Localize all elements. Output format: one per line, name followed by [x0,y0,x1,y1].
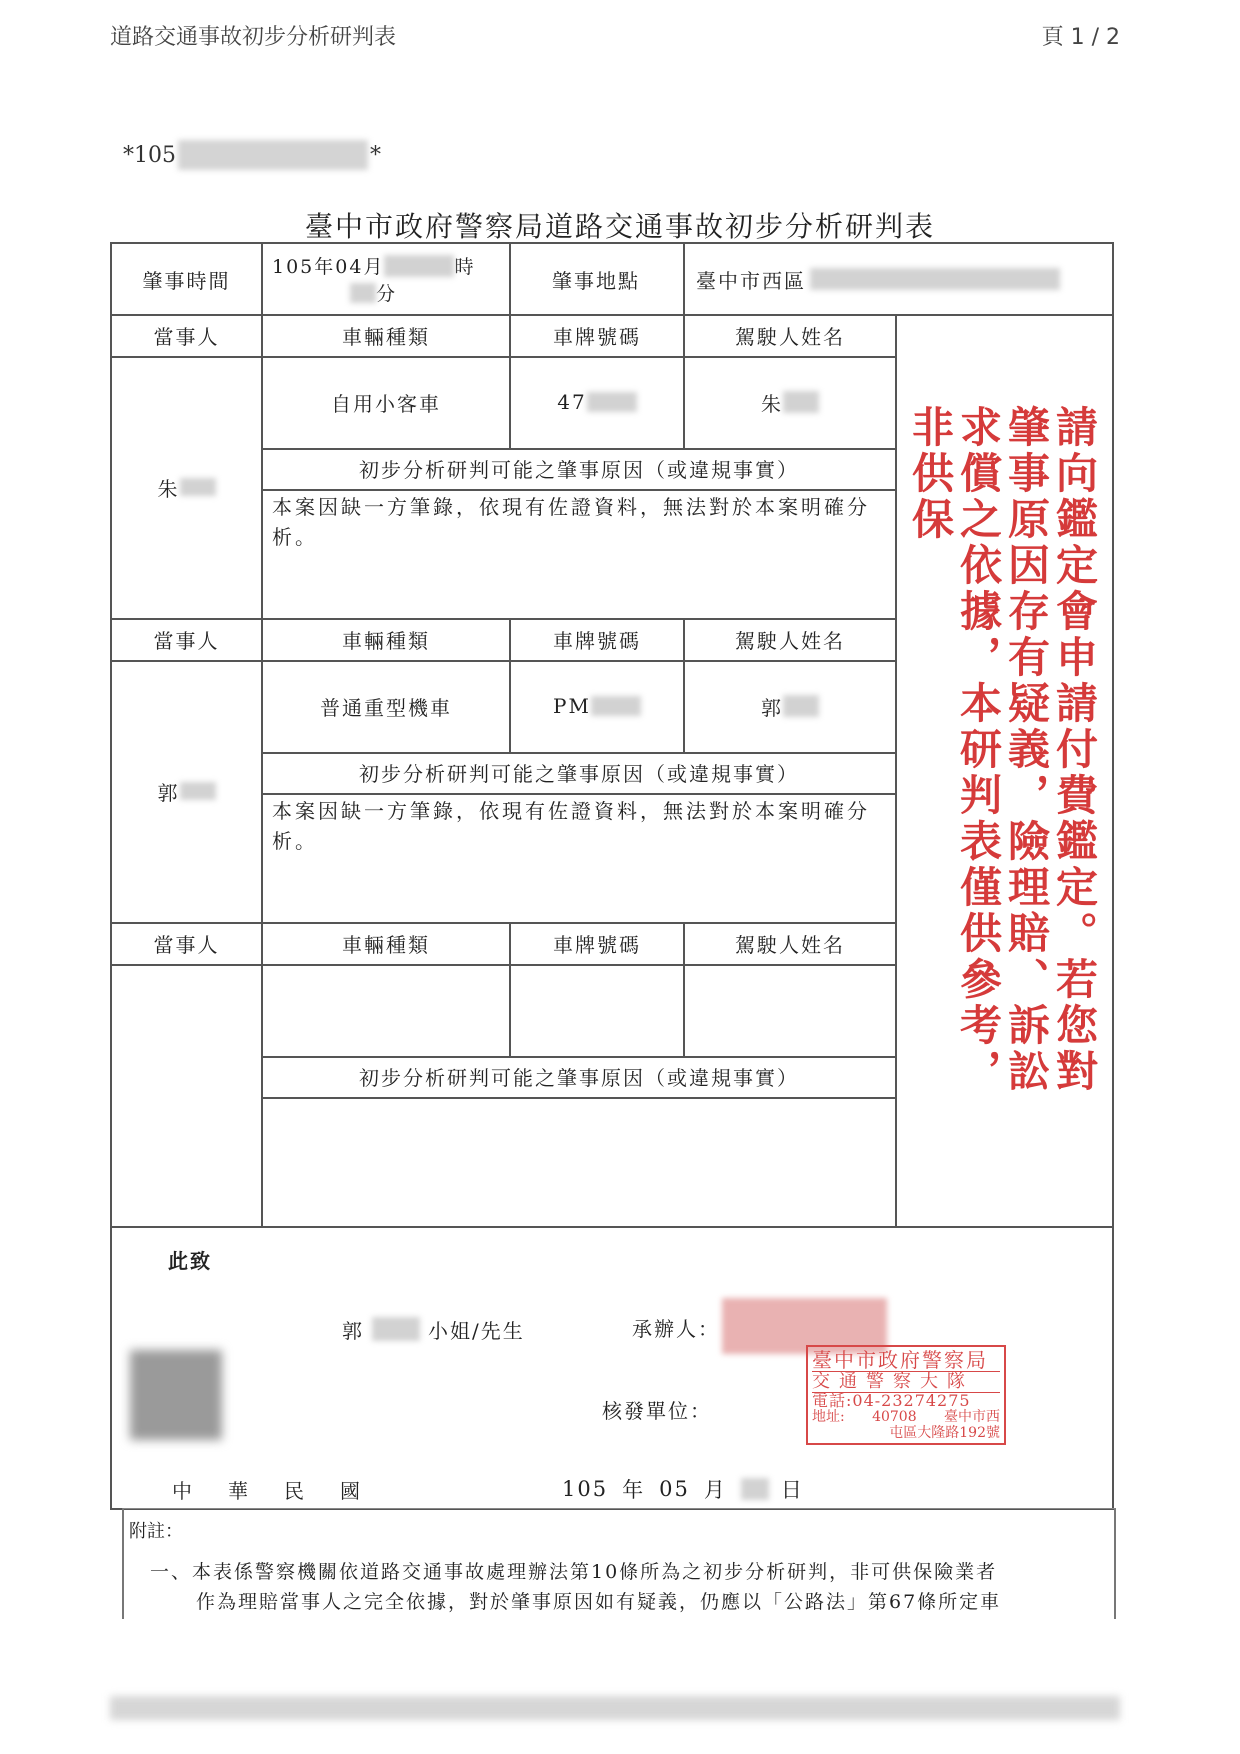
document-number-prefix: *105 [123,142,176,168]
party-2-cause-text: 本案因缺一方筆錄，依現有佐證資料，無法對於本案明確分析。 [272,799,870,853]
driver-name-header: 駕駛人姓名 [735,324,845,349]
party-2-cause-header: 初步分析研判可能之肇事原因（或違規事實） [359,762,799,786]
redacted-block [178,140,368,170]
party-2-driver-text: 郭 [761,695,783,720]
date-country: 中 華 民 國 [172,1478,368,1503]
party-3-cause-header: 初步分析研判可能之肇事原因（或違規事實） [359,1066,799,1090]
closing-to-label: 此致 [168,1248,212,1273]
note-item-1-line-2: 作為理賠當事人之完全依據，對於肇事原因如有疑義，仍應以「公路法」第67條所定車 [196,1591,1002,1613]
party-2-vehicle: 普通重型機車 [320,695,452,720]
seal-address-row [812,1409,1000,1425]
party-1-cause-header: 初步分析研判可能之肇事原因（或違規事實） [359,458,799,482]
issue-date-day-unit: 日 [780,1478,804,1502]
party-header-label: 當事人 [153,932,220,957]
seal-postal-code: 40708 [872,1409,917,1425]
note-item-1-line-1: 一、本表係警察機關依道路交通事故處理辦法第10條所為之初步分析研判，非可供保險業者 [150,1561,998,1583]
plate-number-header: 車牌號碼 [553,932,641,957]
form-title: 臺中市政府警察局道路交通事故初步分析研判表 [304,210,935,243]
incident-date-text: 105年04月 [272,256,385,278]
plate-number-header: 車牌號碼 [553,324,641,349]
official-seal [806,1345,1006,1445]
vehicle-type-header: 車輛種類 [342,628,430,653]
party-header-label: 當事人 [153,324,220,349]
vehicle-type-header: 車輛種類 [342,932,430,957]
party-2-name [112,660,261,922]
document-number-suffix: * [370,142,381,168]
recipient-prefix: 郭 [342,1318,364,1343]
seal-address-street: 屯區大隆路192號 [889,1425,1000,1441]
party-1-name [112,356,261,618]
page-number: 頁 1 / 2 [1041,25,1120,50]
party-1-vehicle: 自用小客車 [331,391,441,416]
party-1-cause-text: 本案因缺一方筆錄，依現有佐證資料，無法對於本案明確分析。 [272,495,870,549]
vehicle-type-header: 車輛種類 [342,324,430,349]
party-1-driver [685,356,895,448]
issue-date-year-unit: 年 [622,1478,646,1502]
issue-date-year: 105 [562,1477,609,1501]
party-header-label: 當事人 [153,628,220,653]
seal-phone: 電話:04-23274275 [812,1391,971,1410]
note-item-1 [150,1557,1001,1617]
seal-address-city: 臺中市西 [943,1409,1000,1425]
incident-place-value [696,244,1112,314]
party-2-driver [685,660,895,752]
seal-line-2: 交通警察大隊 [812,1372,1000,1393]
notes-section [122,1508,1116,1619]
seal-line-1: 臺中市政府警察局 [812,1349,1000,1372]
recipient-suffix: 小姐/先生 [428,1318,525,1343]
issue-date-month-unit: 月 [703,1478,727,1502]
page-header-title: 道路交通事故初步分析研判表 [110,25,397,50]
handler-label: 承辦人： [632,1316,720,1341]
party-2-name-text: 郭 [157,780,180,805]
incident-minute-unit: 分 [376,283,398,305]
issue-date [562,1469,862,1509]
seal-address-label: 地址: [812,1409,845,1425]
driver-name-header: 駕駛人姓名 [735,628,845,653]
party-2-plate-text: PM [553,694,591,718]
incident-hour-unit: 時 [454,256,476,278]
driver-name-header: 駕駛人姓名 [735,932,845,957]
party-1-plate-text: 47 [557,390,587,414]
incident-place-label: 肇事地點 [552,268,640,293]
incident-time-label: 肇事時間 [142,268,231,293]
party-1-driver-text: 朱 [761,391,783,416]
party-1-plate [511,356,683,448]
document-number [123,140,381,170]
red-notice-stamp: 請向鑑定會申請付費鑑定。若您對肇事原因存有疑義，險理賠、訴訟求償之依據，本研判表僅供參考，非供保 [906,405,1099,1095]
incident-time-value [272,244,509,314]
redacted-footer [110,1696,1120,1720]
party-1-name-text: 朱 [157,476,180,501]
issue-date-month: 05 [659,1477,690,1501]
notes-label: 附註： [129,1521,183,1542]
redacted-photo [130,1350,222,1440]
incident-place-text: 臺中市西區 [696,268,806,293]
plate-number-header: 車牌號碼 [553,628,641,653]
recipient-name [342,1309,562,1349]
issuer-label: 核發單位： [602,1398,712,1423]
party-2-plate [511,660,683,752]
